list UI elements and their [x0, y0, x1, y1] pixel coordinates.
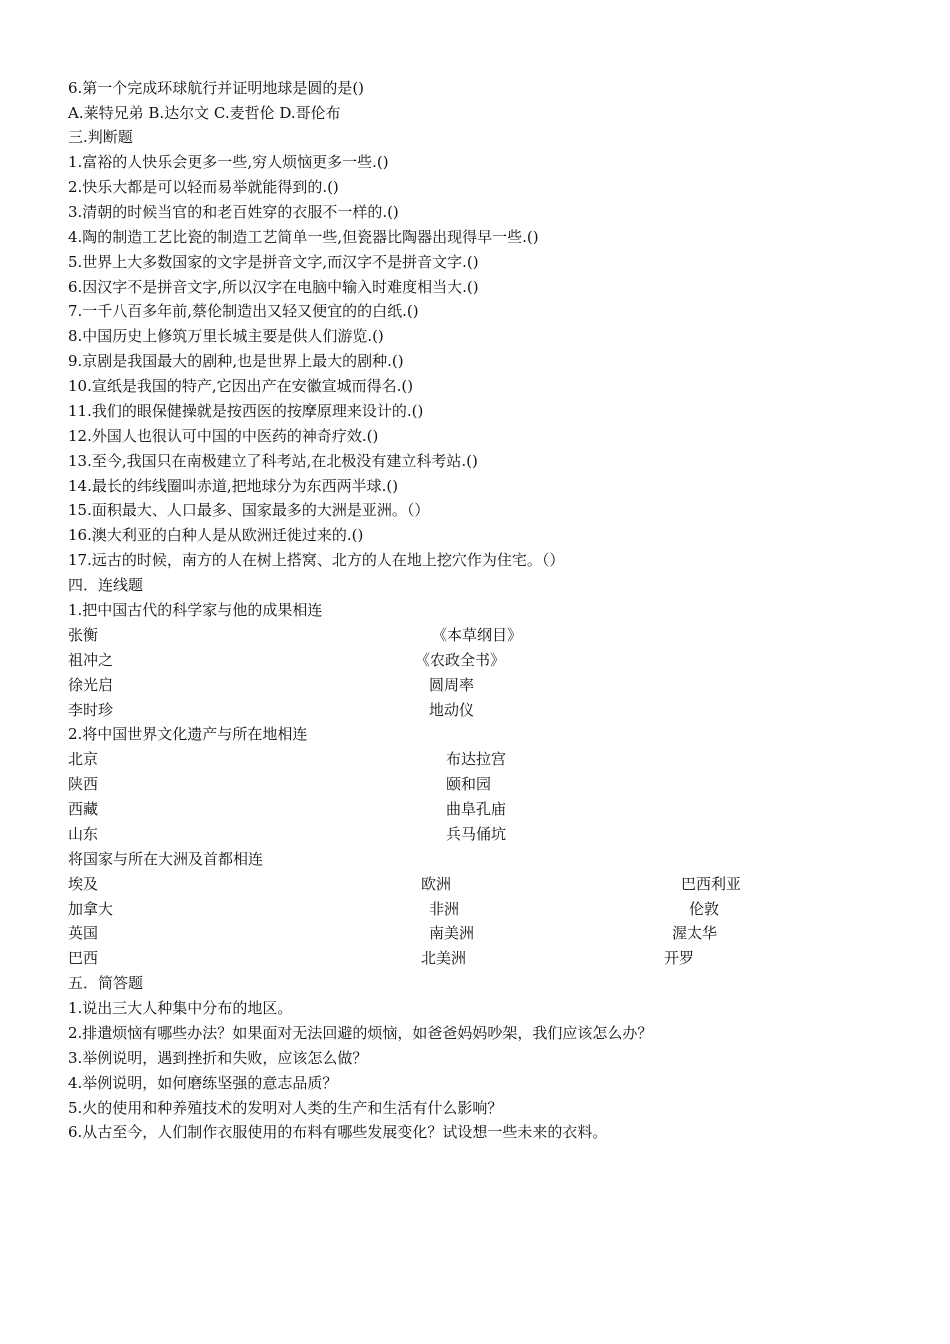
- match-q3-title: 将国家与所在大洲及首都相连: [68, 850, 264, 868]
- judge-item: 8.中国历史上修筑万里长城主要是供人们游览.(): [68, 327, 384, 345]
- scientist-name: 祖冲之: [68, 651, 114, 669]
- scientist-name: 李时珍: [68, 701, 114, 719]
- judge-item: 17.远古的时候，南方的人在树上搭窝、北方的人在地上挖穴作为住宅。（）: [68, 551, 565, 569]
- country-name: 埃及: [68, 875, 99, 893]
- judge-item: 15.面积最大、人口最多、国家最多的大洲是亚洲。（）: [68, 501, 430, 519]
- judge-item: 13.至今,我国只在南极建立了科考站,在北极没有建立科考站.(): [68, 452, 478, 470]
- question-6-stem: 6.第一个完成环球航行并证明地球是圆的是(): [68, 79, 365, 97]
- scientist-name: 徐光启: [68, 676, 114, 694]
- match-q1-title: 1.把中国古代的科学家与他的成果相连: [68, 601, 323, 619]
- scientist-achievement: 圆周率: [429, 676, 475, 694]
- heritage-location: 西藏: [68, 800, 99, 818]
- country-name: 巴西: [68, 949, 99, 967]
- heritage-site: 曲阜孔庙: [446, 800, 507, 818]
- heritage-location: 山东: [68, 825, 99, 843]
- heritage-location: 陕西: [68, 775, 99, 793]
- short-answer-item: 2.排遣烦恼有哪些办法？如果面对无法回避的烦恼，如爸爸妈妈吵架，我们应该怎么办？: [68, 1024, 653, 1042]
- short-answer-item: 5.火的使用和种养殖技术的发明对人类的生产和生活有什么影响？: [68, 1099, 503, 1117]
- short-answer-item: 4.举例说明，如何磨练坚强的意志品质？: [68, 1074, 338, 1092]
- short-answer-item: 1.说出三大人种集中分布的地区。: [68, 999, 293, 1017]
- scientist-achievement: 地动仪: [429, 701, 475, 719]
- judge-item: 16.澳大利亚的白种人是从欧洲迁徙过来的.(): [68, 526, 364, 544]
- country-name: 英国: [68, 924, 99, 942]
- short-answer-item: 3.举例说明，遇到挫折和失败，应该怎么做？: [68, 1049, 368, 1067]
- judge-item: 1.富裕的人快乐会更多一些,穷人烦恼更多一些.(): [68, 153, 389, 171]
- scientist-achievement: 《农政全书》: [415, 651, 506, 669]
- capital-name: 伦敦: [689, 900, 720, 918]
- heritage-site: 布达拉宫: [446, 750, 507, 768]
- judge-item: 11.我们的眼保健操就是按西医的按摩原理来设计的.(): [68, 402, 424, 420]
- heritage-location: 北京: [68, 750, 99, 768]
- judge-item: 7.一千八百多年前,蔡伦制造出又轻又便宜的的白纸.(): [68, 302, 419, 320]
- capital-name: 巴西利亚: [681, 875, 742, 893]
- judge-item: 5.世界上大多数国家的文字是拼音文字,而汉字不是拼音文字.(): [68, 253, 479, 271]
- continent-name: 南美洲: [429, 924, 475, 942]
- continent-name: 北美洲: [421, 949, 467, 967]
- match-q2-title: 2.将中国世界文化遗产与所在地相连: [68, 725, 308, 743]
- match-heading: 四．连线题: [68, 576, 144, 594]
- short-answer-heading: 五．简答题: [68, 974, 144, 992]
- judge-item: 14.最长的纬线圈叫赤道,把地球分为东西两半球.(): [68, 477, 399, 495]
- question-6-options: A.莱特兄弟 B.达尔文 C.麦哲伦 D.哥伦布: [68, 104, 341, 122]
- heritage-site: 颐和园: [446, 775, 492, 793]
- judge-item: 12.外国人也很认可中国的中医药的神奇疗效.(): [68, 427, 379, 445]
- scientist-achievement: 《本草纲目》: [432, 626, 523, 644]
- judge-item: 10.宣纸是我国的特产,它因出产在安徽宣城而得名.(): [68, 377, 414, 395]
- heritage-site: 兵马俑坑: [446, 825, 507, 843]
- judge-item: 4.陶的制造工艺比瓷的制造工艺简单一些,但瓷器比陶器出现得早一些.(): [68, 228, 539, 246]
- judge-item: 3.清朝的时候当官的和老百姓穿的衣服不一样的.(): [68, 203, 399, 221]
- judge-item: 2.快乐大都是可以轻而易举就能得到的.(): [68, 178, 339, 196]
- country-name: 加拿大: [68, 900, 114, 918]
- short-answer-item: 6.从古至今，人们制作衣服使用的布料有哪些发展变化？试设想一些未来的衣料。: [68, 1123, 608, 1141]
- continent-name: 欧洲: [421, 875, 452, 893]
- continent-name: 非洲: [429, 900, 460, 918]
- judge-heading: 三.判断题: [68, 128, 133, 146]
- capital-name: 开罗: [664, 949, 695, 967]
- scientist-name: 张衡: [68, 626, 99, 644]
- capital-name: 渥太华: [672, 924, 718, 942]
- judge-item: 6.因汉字不是拼音文字,所以汉字在电脑中输入时难度相当大.(): [68, 278, 479, 296]
- judge-item: 9.京剧是我国最大的剧种,也是世界上最大的剧种.(): [68, 352, 404, 370]
